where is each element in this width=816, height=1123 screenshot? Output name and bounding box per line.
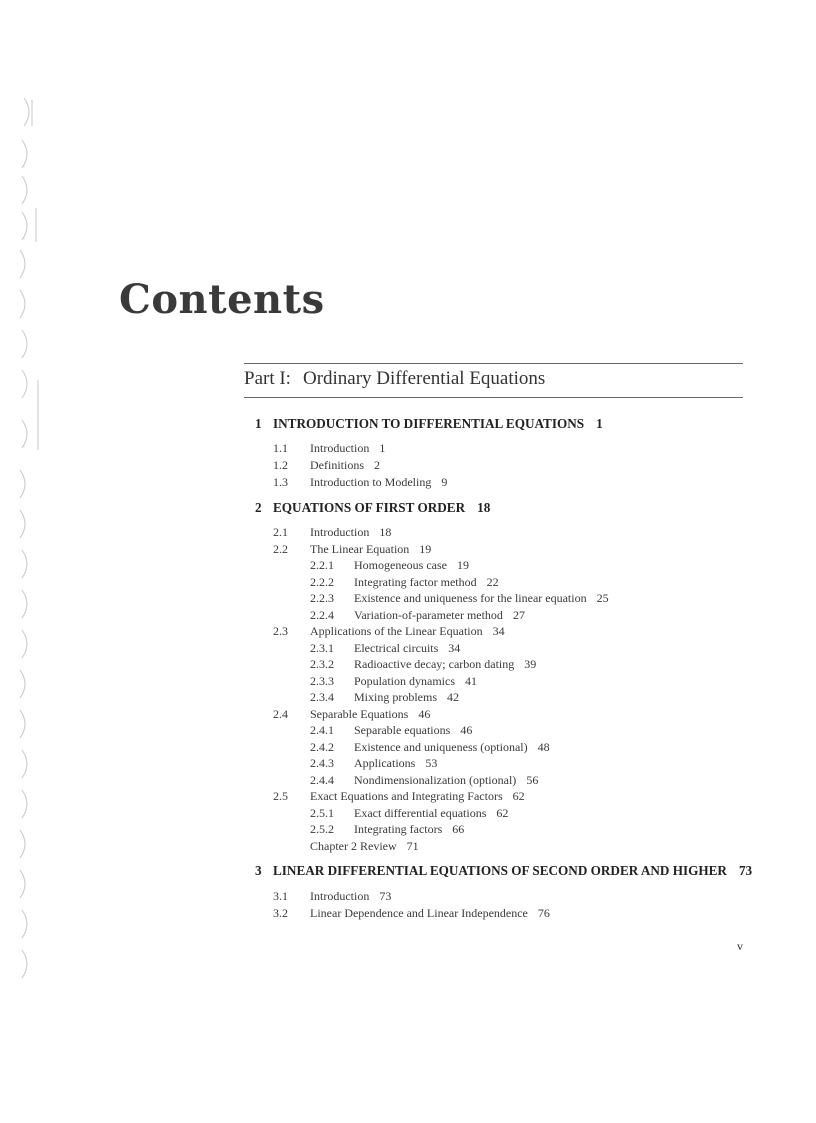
section-title: Exact Equations and Integrating Factors [310,789,503,803]
chapter-page: 73 [738,863,753,878]
subsection-title: Population dynamics [354,674,455,688]
subsection-number: 2.3.2 [310,657,334,671]
subsection-title: Integrating factor method [354,575,477,589]
section-page: 76 [537,906,550,920]
toc-section[interactable] [273,441,385,456]
part-heading [244,368,545,390]
toc-subsection[interactable] [310,690,459,705]
subsection-title: Exact differential equations [354,806,487,820]
toc-subsection[interactable] [310,806,508,821]
toc-chapter[interactable] [255,416,603,432]
section-page: 73 [379,889,392,903]
subsection-title: Existence and uniqueness (optional) [354,740,528,754]
section-title: Applications of the Linear Equation [310,624,483,638]
section-title: Introduction [310,889,370,903]
chapter-title: LINEAR DIFFERENTIAL EQUATIONS OF SECOND ORDER AND HIGHER [273,863,727,878]
section-number: 2.2 [273,542,288,556]
subsection-page: 39 [524,657,537,671]
subsection-number: 2.2.1 [310,558,334,572]
chapter-number: 3 [255,863,262,878]
subsection-title: Homogeneous case [354,558,447,572]
review-title: Chapter 2 Review [310,839,397,853]
toc-subsection[interactable] [310,674,477,689]
chapter-page: 1 [596,416,603,431]
toc-subsection[interactable] [310,558,469,573]
subsection-page: 42 [447,690,459,704]
part-label: Part I: [244,368,291,389]
subsection-page: 34 [448,641,461,655]
part-title: Ordinary Differential Equations [302,368,546,389]
subsection-page: 27 [512,608,525,622]
toc-subsection[interactable] [310,641,460,656]
review-page: 71 [406,839,419,853]
page-number: v [737,939,743,953]
subsection-number: 2.5.1 [310,806,334,820]
toc-section[interactable] [273,458,380,473]
chapter-number: 2 [255,500,262,515]
page-title: Contents [119,276,325,323]
toc-section[interactable] [273,542,431,557]
subsection-title: Nondimensionalization (optional) [354,773,517,787]
toc-chapter-review[interactable] [310,839,419,854]
toc-section[interactable] [273,889,391,904]
subsection-page: 48 [537,740,550,754]
subsection-number: 2.2.4 [310,608,334,622]
section-page: 9 [441,475,448,489]
subsection-number: 2.4.4 [310,773,334,787]
section-page: 34 [492,624,505,638]
subsection-page: 22 [486,575,499,589]
subsection-number: 2.3.4 [310,690,334,704]
toc-subsection[interactable] [310,822,464,837]
section-page: 46 [418,707,431,721]
subsection-page: 66 [452,822,465,836]
section-number: 2.3 [273,624,288,638]
subsection-page: 19 [456,558,469,572]
chapter-number: 1 [255,416,262,431]
section-number: 1.1 [273,441,288,455]
subsection-title: Integrating factors [354,822,443,836]
section-title: Introduction to Modeling [310,475,432,489]
subsection-page: 53 [425,756,438,770]
toc-section[interactable] [273,906,550,921]
subsection-title: Mixing problems [354,690,437,704]
toc-section[interactable] [273,624,505,639]
chapter-title: INTRODUCTION TO DIFFERENTIAL EQUATIONS [273,416,585,431]
section-page: 1 [379,441,386,455]
toc-subsection[interactable] [310,740,550,755]
toc-subsection[interactable] [310,575,499,590]
subsection-number: 2.3.1 [310,641,334,655]
toc-section[interactable] [273,789,525,804]
subsection-title: Existence and uniqueness for the linear equation [354,591,587,605]
subsection-number: 2.4.3 [310,756,334,770]
subsection-page: 25 [596,591,609,605]
section-number: 1.2 [273,458,288,472]
toc-subsection[interactable] [310,773,538,788]
subsection-number: 2.5.2 [310,822,334,836]
subsection-number: 2.2.3 [310,591,334,605]
section-title: Separable Equations [310,707,409,721]
toc-subsection[interactable] [310,608,525,623]
section-page: 2 [374,458,380,472]
toc-chapter[interactable] [255,500,490,516]
subsection-number: 2.4.2 [310,740,334,754]
part-bottom-rule [244,397,743,398]
subsection-page: 41 [465,674,477,688]
section-title: Introduction [310,441,370,455]
chapter-title: EQUATIONS OF FIRST ORDER [273,500,466,515]
subsection-page: 46 [460,723,473,737]
subsection-number: 2.2.2 [310,575,334,589]
subsection-title: Variation-of-parameter method [354,608,503,622]
subsection-title: Radioactive decay; carbon dating [354,657,515,671]
toc-subsection[interactable] [310,591,609,606]
subsection-page: 56 [526,773,539,787]
toc-section[interactable] [273,475,447,490]
toc-section[interactable] [273,525,391,540]
section-title: The Linear Equation [310,542,410,556]
section-title: Definitions [310,458,364,472]
subsection-number: 2.4.1 [310,723,334,737]
section-number: 2.5 [273,789,288,803]
toc-subsection[interactable] [310,657,536,672]
subsection-number: 2.3.3 [310,674,334,688]
subsection-title: Electrical circuits [354,641,439,655]
subsection-title: Separable equations [354,723,451,737]
toc-subsection[interactable] [310,723,472,738]
section-page: 19 [419,542,432,556]
chapter-page: 18 [477,500,491,515]
section-title: Linear Dependence and Linear Independence [310,906,528,920]
section-title: Introduction [310,525,370,539]
section-page: 62 [512,789,525,803]
section-number: 2.1 [273,525,288,539]
section-number: 1.3 [273,475,288,489]
binding-holes-artifact [2,90,42,1010]
subsection-title: Applications [354,756,416,770]
part-top-rule [244,363,743,364]
section-number: 2.4 [273,707,288,721]
section-page: 18 [379,525,392,539]
subsection-page: 62 [496,806,509,820]
section-number: 3.2 [273,906,288,920]
toc-subsection[interactable] [310,756,437,771]
toc-chapter[interactable] [255,863,752,879]
toc-section[interactable] [273,707,430,722]
section-number: 3.1 [273,889,288,903]
